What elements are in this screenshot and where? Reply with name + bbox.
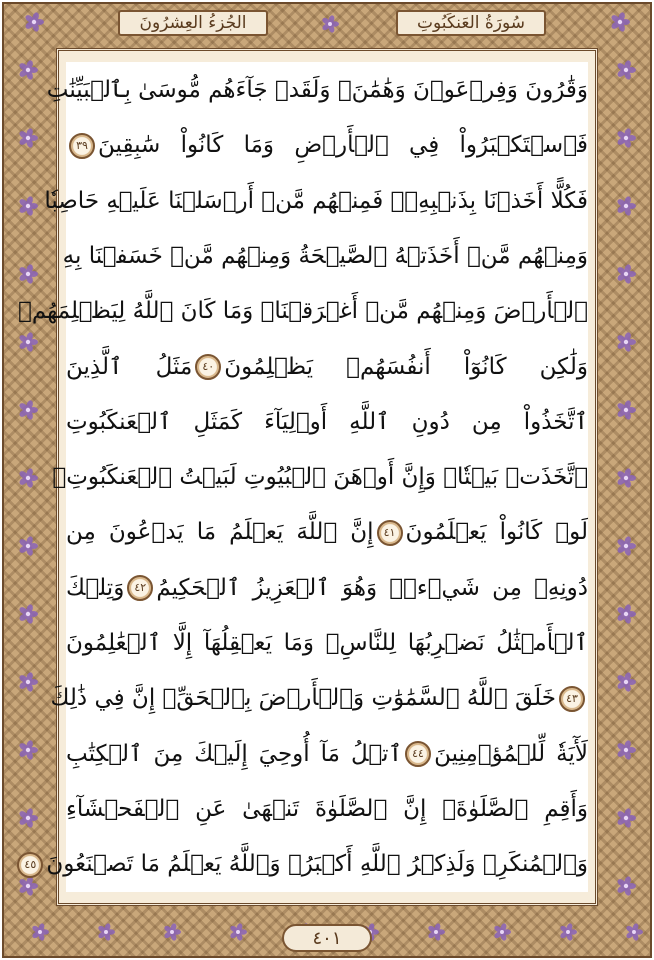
flower-ornament-icon (616, 332, 636, 353)
ayah-text: ٱلۡأَمۡثَٰلُ نَضۡرِبُهَا لِلنَّاسِۖ وَمَا يَعۡقِلُهَآ إِلَّا ٱلۡعَٰلِمُونَ (66, 630, 588, 656)
ayah-text: ٱتَّخَذَتۡ بَيۡتٗاۖ وَإِنَّ أَوۡهَنَ ٱلۡبُيُوتِ لَبَيۡتُ ٱلۡعَنكَبُوتِۚ (52, 464, 588, 491)
flower-ornament-icon (18, 604, 38, 625)
ayah-text: ٱتَّخَذُواْ مِن دُونِ ٱللَّهِ أَوۡلِيَآءَ كَمَثَلِ ٱلۡعَنكَبُوتِ (66, 408, 588, 435)
flower-ornament-icon (18, 536, 38, 557)
flower-ornament-icon (229, 923, 247, 942)
ayah-text: ٱتۡلُ مَآ أُوحِيَ إِلَيۡكَ مِنَ ٱلۡكِتَٰبِ (66, 740, 403, 767)
page-number: ٤٠١ (282, 924, 372, 952)
ayah-number-marker: ٤٠ (195, 354, 221, 380)
flower-ornament-icon (610, 12, 630, 33)
ayah-text: لَوۡ كَانُواْ يَعۡلَمُونَ (405, 519, 588, 546)
ayah-number-marker: ٤١ (377, 520, 403, 546)
flower-ornament-icon (616, 740, 636, 761)
ayah-number-marker: ٣٩ (69, 133, 95, 159)
text-line (66, 121, 588, 169)
ayah-text: وَمِنۡهُم مَّنۡ أَخَذَتۡهُ ٱلصَّيۡحَةُ وَمِنۡهُم مَّنۡ خَسَفۡنَا بِهِ (62, 242, 588, 269)
ayah-text: وَقَٰرُونَ وَفِرۡعَوۡنَ وَهَٰمَٰنَۖ وَلَقَدۡ جَآءَهُم مُّوسَىٰ بِٱلۡبَيِّنَٰتِ (46, 77, 588, 103)
ayah-text: وَأَقِمِ ٱلصَّلَوٰةَۖ إِنَّ ٱلصَّلَوٰةَ تَنۡهَىٰ عَنِ ٱلۡفَحۡشَآءِ (66, 795, 588, 822)
text-line (66, 785, 588, 833)
ayah-number-marker: ٤٥ (17, 852, 43, 878)
flower-ornament-icon (18, 468, 38, 489)
flower-ornament-icon (616, 196, 636, 217)
text-line (66, 619, 588, 667)
flower-ornament-icon (493, 923, 511, 942)
flower-ornament-icon (427, 923, 445, 942)
flower-ornament-icon (616, 60, 636, 81)
flower-ornament-icon (616, 264, 636, 285)
flower-ornament-icon (616, 128, 636, 149)
juz-label: الجُزءُ العِشرُونَ (118, 10, 268, 36)
ayah-text: فَكُلًّا أَخَذۡنَا بِذَنۢبِهِۦۖ فَمِنۡهُم مَّنۡ أَرۡسَلۡنَا عَلَيۡهِ حَاصِبٗا (44, 187, 588, 214)
flower-ornament-icon (18, 740, 38, 761)
text-line (66, 398, 588, 446)
ayah-text: خَلَقَ ٱللَّهُ ٱلسَّمَٰوَٰتِ وَٱلۡأَرۡضَ بِٱلۡحَقِّۚ إِنَّ فِي ذَٰلِكَ (50, 685, 556, 712)
ayah-text: وَلَٰكِن كَانُوٓاْ أَنفُسَهُمۡ يَظۡلِمُونَ (224, 353, 588, 380)
quran-text-area (18, 62, 589, 892)
flower-ornament-icon (18, 196, 38, 217)
flower-ornament-icon (616, 604, 636, 625)
flower-ornament-icon (559, 923, 577, 942)
flower-ornament-icon (163, 923, 181, 942)
ayah-text: فَٱسۡتَكۡبَرُواْ فِي ٱلۡأَرۡضِ وَمَا كَانُواْ سَٰبِقِينَ (98, 132, 588, 159)
flower-ornament-icon (616, 672, 636, 693)
flower-ornament-icon (24, 12, 44, 33)
flower-ornament-icon (616, 808, 636, 829)
flower-ornament-icon (321, 15, 339, 34)
ayah-text: ٱلۡأَرۡضَ وَمِنۡهُم مَّنۡ أَغۡرَقۡنَاۚ وَمَا كَانَ ٱللَّهُ لِيَظۡلِمَهُمۡ (18, 298, 588, 325)
flower-ornament-icon (616, 468, 636, 489)
ayah-text: لَأٓيَةٗ لِّلۡمُؤۡمِنِينَ (434, 740, 589, 767)
text-line (18, 287, 588, 335)
surah-label: سُورَةُ العَنكَبُوتِ (396, 10, 546, 36)
flower-ornament-icon (616, 400, 636, 421)
flower-ornament-icon (18, 264, 38, 285)
text-line (66, 730, 588, 778)
flower-ornament-icon (18, 60, 38, 81)
text-line (50, 674, 588, 722)
ayah-text: دُونِهِۦ مِن شَيۡءٖۚ وَهُوَ ٱلۡعَزِيزُ ٱلۡحَكِيمُ (156, 574, 588, 601)
ayah-number-marker: ٤٢ (127, 575, 153, 601)
text-line (52, 453, 588, 501)
flower-ornament-icon (625, 923, 643, 942)
flower-ornament-icon (97, 923, 115, 942)
flower-ornament-icon (18, 128, 38, 149)
ayah-text: مَثَلُ ٱلَّذِينَ (66, 353, 193, 380)
text-line (66, 343, 588, 391)
flower-ornament-icon (31, 923, 49, 942)
ayah-text: وَتِلۡكَ (66, 574, 125, 601)
flower-ornament-icon (18, 400, 38, 421)
text-line (44, 177, 588, 225)
ayah-text: إِنَّ ٱللَّهَ يَعۡلَمُ مَا يَدۡعُونَ مِن (66, 519, 374, 546)
ayah-text: وَٱلۡمُنكَرِۗ وَلَذِكۡرُ ٱللَّهِ أَكۡبَرُۗ وَٱللَّهُ يَعۡلَمُ مَا تَصۡنَعُونَ (46, 851, 588, 878)
text-line (62, 232, 588, 280)
ayah-number-marker: ٤٤ (405, 741, 431, 767)
text-line (24, 840, 588, 888)
ayah-number-marker: ٤٣ (559, 686, 585, 712)
flower-ornament-icon (616, 876, 636, 897)
flower-ornament-icon (18, 808, 38, 829)
flower-ornament-icon (18, 672, 38, 693)
text-line (46, 66, 588, 114)
flower-ornament-icon (616, 536, 636, 557)
text-line (66, 564, 588, 612)
text-line (66, 508, 588, 556)
